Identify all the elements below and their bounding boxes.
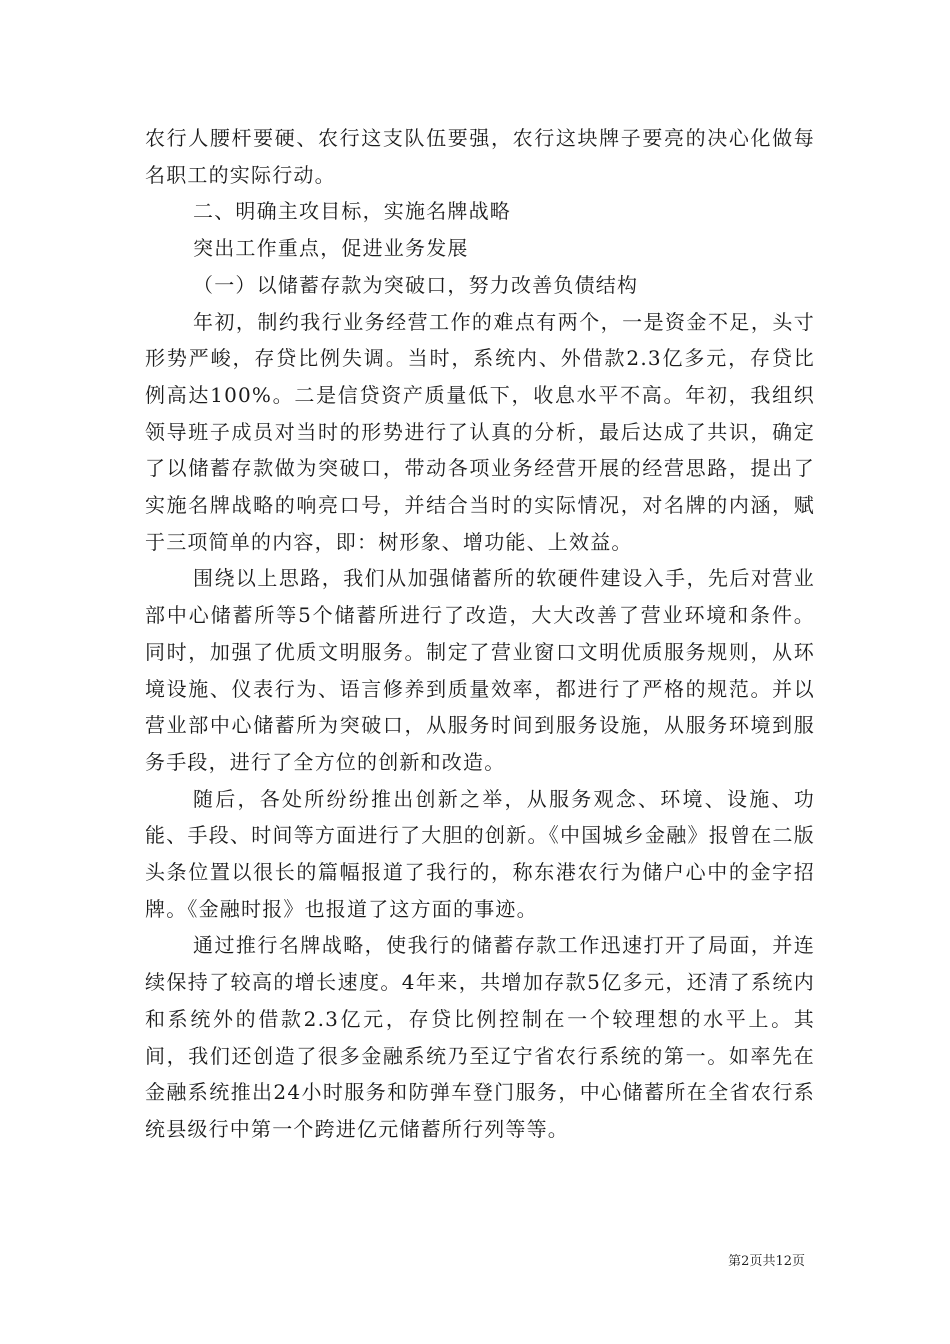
document-body xyxy=(145,120,815,1148)
subsection-heading: （一）以储蓄存款为突破口，努力改善负债结构 xyxy=(193,272,639,297)
section-heading: 二、明确主攻目标，实施名牌战略 xyxy=(193,199,511,224)
paragraph-body: 通过推行名牌战略，使我行的储蓄存款工作迅速打开了局面，并连续保持了较高的增长速度。4年来，共增加存款5亿多元，还清了系统内和系统外的借款2.3亿元，存贷比例控制在一个较理想的水平上。其间，我们还创造了很多金融系统乃至辽宁省农行系统的第一。如率先在金融系统推出24小时服务和防弹车登门服务，中心储蓄所在全省农行系统县级行中第一个跨进亿元储蓄所行列等等。 xyxy=(145,933,815,1141)
paragraph-body: 年初，制约我行业务经营工作的难点有两个，一是资金不足，头寸形势严峻，存贷比例失调。当时，系统内、外借款2.3亿多元，存贷比例高达100%。二是信贷资产质量低下，收息水平不高。年初，我组织领导班子成员对当时的形势进行了认真的分析，最后达成了共识，确定了以储蓄存款做为突破口，带动各项业务经营开展的经营思路，提出了实施名牌战略的响亮口号，并结合当时的实际情况，对名牌的内涵，赋于三项简单的内容，即：树形象、增功能、上效益。 xyxy=(145,309,815,554)
sub-heading: 突出工作重点，促进业务发展 xyxy=(193,236,469,261)
paragraph-body: 围绕以上思路，我们从加强储蓄所的软硬件建设入手，先后对营业部中心储蓄所等5个储蓄所进行了改造，大大改善了营业环境和条件。同时，加强了优质文明服务。制定了营业窗口文明优质服务规则，从环境设施、仪表行为、语言修养到质量效率，都进行了严格的规范。并以营业部中心储蓄所为突破口，从服务时间到服务设施，从服务环境到服务手段，进行了全方位的创新和改造。 xyxy=(145,566,815,774)
paragraph-continuation: 农行人腰杆要硬、农行这支队伍要强，农行这块牌子要亮的决心化做每名职工的实际行动。 xyxy=(145,126,815,187)
page-number: 第2页共12页 xyxy=(728,1254,805,1269)
paragraph-body: 随后，各处所纷纷推出创新之举，从服务观念、环境、设施、功能、手段、时间等方面进行了大胆的创新。《中国城乡金融》报曾在二版头条位置以很长的篇幅报道了我行的，称东港农行为储户心中的金字招牌。《金融时报》也报道了这方面的事迹。 xyxy=(145,786,815,921)
